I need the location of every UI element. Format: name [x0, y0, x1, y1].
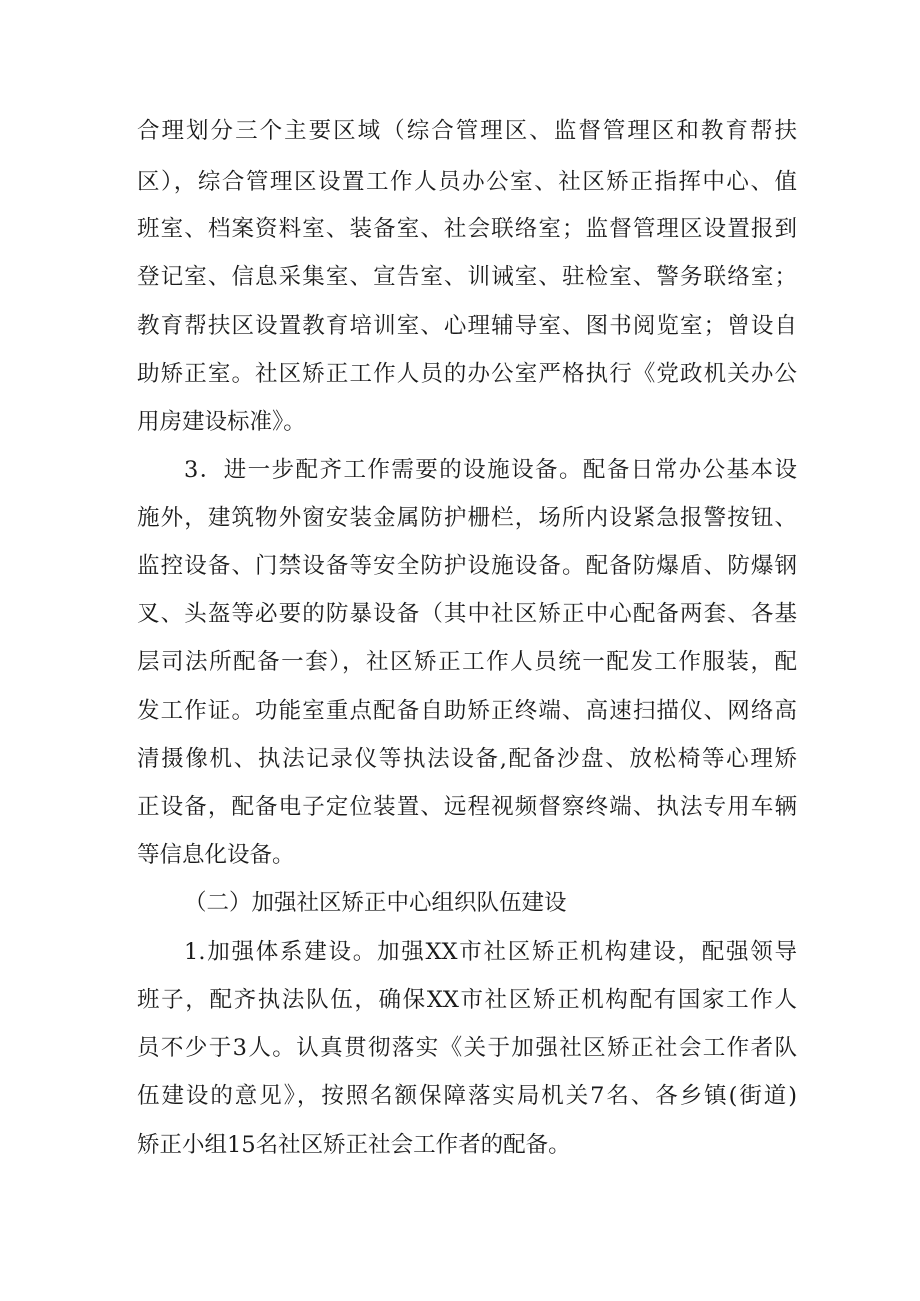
- text-line: 清摄像机、执法记录仪等执法设备,配备沙盘、放松椅等心理矫: [137, 746, 797, 772]
- section-heading: （二）加强社区矫正中心组织队伍建设: [184, 890, 567, 916]
- text-line: 班子，配齐执法队伍，确保XX市社区矫正机构配有国家工作人: [137, 987, 797, 1013]
- text-line: 员不少于3人。认真贯彻落实《关于加强社区矫正社会工作者队: [137, 1035, 797, 1061]
- text-line: 助矫正室。社区矫正工作人员的办公室严格执行《党政机关办公: [137, 361, 797, 387]
- text-line: 班室、档案资料室、装备室、社会联络室；监督管理区设置报到: [137, 216, 797, 242]
- text-line: 合理划分三个主要区域（综合管理区、监督管理区和教育帮扶: [137, 118, 797, 144]
- text-line: 1.加强体系建设。加强XX市社区矫正机构建设，配强领导: [184, 939, 797, 965]
- text-line: 区），综合管理区设置工作人员办公室、社区矫正指挥中心、值: [137, 169, 797, 195]
- text-line: 叉、头盔等必要的防暴设备（其中社区矫正中心配备两套、各基: [137, 601, 797, 627]
- text-line: 监控设备、门禁设备等安全防护设施设备。配备防爆盾、防爆钢: [137, 553, 797, 579]
- text-line: 登记室、信息采集室、宣告室、训诫室、驻检室、警务联络室；: [137, 264, 797, 290]
- text-line: 教育帮扶区设置教育培训室、心理辅导室、图书阅览室；曾设自: [137, 313, 797, 339]
- text-line: 发工作证。功能室重点配备自助矫正终端、高速扫描仪、网络高: [137, 698, 797, 724]
- text-line: 正设备，配备电子定位装置、远程视频督察终端、执法专用车辆: [137, 794, 797, 820]
- text-line: 等信息化设备。: [137, 842, 295, 868]
- text-line: 施外，建筑物外窗安装金属防护栅栏，场所内设紧急报警按钮、: [137, 505, 797, 531]
- text-line: 用房建设标准》。: [137, 409, 306, 435]
- text-line: 层司法所配备一套），社区矫正工作人员统一配发工作服装，配: [137, 649, 797, 675]
- text-line: 3．进一步配齐工作需要的设施设备。配备日常办公基本设: [184, 457, 797, 483]
- text-line: 矫正小组15名社区矫正社会工作者的配备。: [137, 1132, 571, 1158]
- text-line: 伍建设的意见》，按照名额保障落实局机关7名、各乡镇(街道): [137, 1083, 797, 1109]
